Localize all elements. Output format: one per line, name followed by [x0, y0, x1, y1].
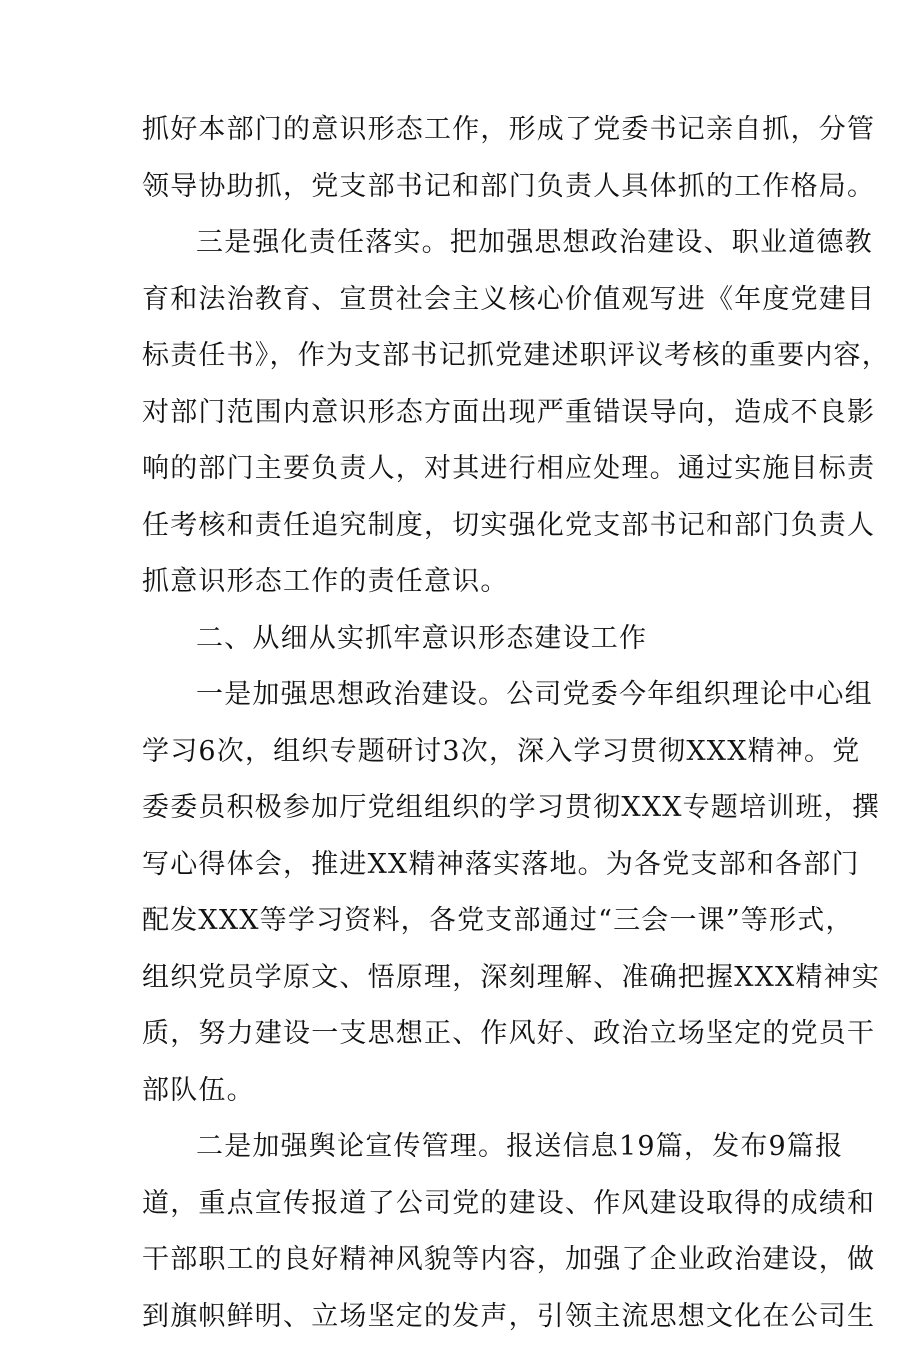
text-line: 抓意识形态工作的责任意识。: [0, 554, 920, 611]
text-line: 任考核和责任追究制度，切实强化党支部书记和部门负责人: [0, 498, 920, 555]
text-line: 道，重点宣传报道了公司党的建设、作风建设取得的成绩和: [0, 1176, 920, 1233]
text-line: 到旗帜鲜明、立场坚定的发声，引领主流思想文化在公司生: [0, 1289, 920, 1345]
text-line: 学习6次，组织专题研讨3次，深入学习贯彻XXX精神。党: [0, 724, 920, 781]
text-line: 领导协助抓，党支部书记和部门负责人具体抓的工作格局。: [0, 159, 920, 216]
text-line: 育和法治教育、宣贯社会主义核心价值观写进《年度党建目: [0, 272, 920, 329]
text-line: 二、从细从实抓牢意识形态建设工作: [0, 611, 920, 668]
text-line: 组织党员学原文、悟原理，深刻理解、准确把握XXX精神实: [0, 950, 920, 1007]
text-line: 干部职工的良好精神风貌等内容，加强了企业政治建设，做: [0, 1232, 920, 1289]
text-line: 一是加强思想政治建设。公司党委今年组织理论中心组: [0, 667, 920, 724]
text-line: 对部门范围内意识形态方面出现严重错误导向，造成不良影: [0, 385, 920, 442]
text-line: 配发XXX等学习资料，各党支部通过“三会一课”等形式，: [0, 893, 920, 950]
text-line: 写心得体会，推进XX精神落实落地。为各党支部和各部门: [0, 837, 920, 894]
text-line: 部队伍。: [0, 1063, 920, 1120]
text-line: 委委员积极参加厅党组组织的学习贯彻XXX专题培训班，撰: [0, 780, 920, 837]
text-line: 质，努力建设一支思想正、作风好、政治立场坚定的党员干: [0, 1006, 920, 1063]
text-line: 二是加强舆论宣传管理。报送信息19篇，发布9篇报: [0, 1119, 920, 1176]
text-line: 标责任书》，作为支部书记抓党建述职评议考核的重要内容，: [0, 328, 920, 385]
text-line: 响的部门主要负责人，对其进行相应处理。通过实施目标责: [0, 441, 920, 498]
text-line: 三是强化责任落实。把加强思想政治建设、职业道德教: [0, 215, 920, 272]
document-body: [0, 102, 920, 1345]
text-line: 抓好本部门的意识形态工作，形成了党委书记亲自抓，分管: [0, 102, 920, 159]
